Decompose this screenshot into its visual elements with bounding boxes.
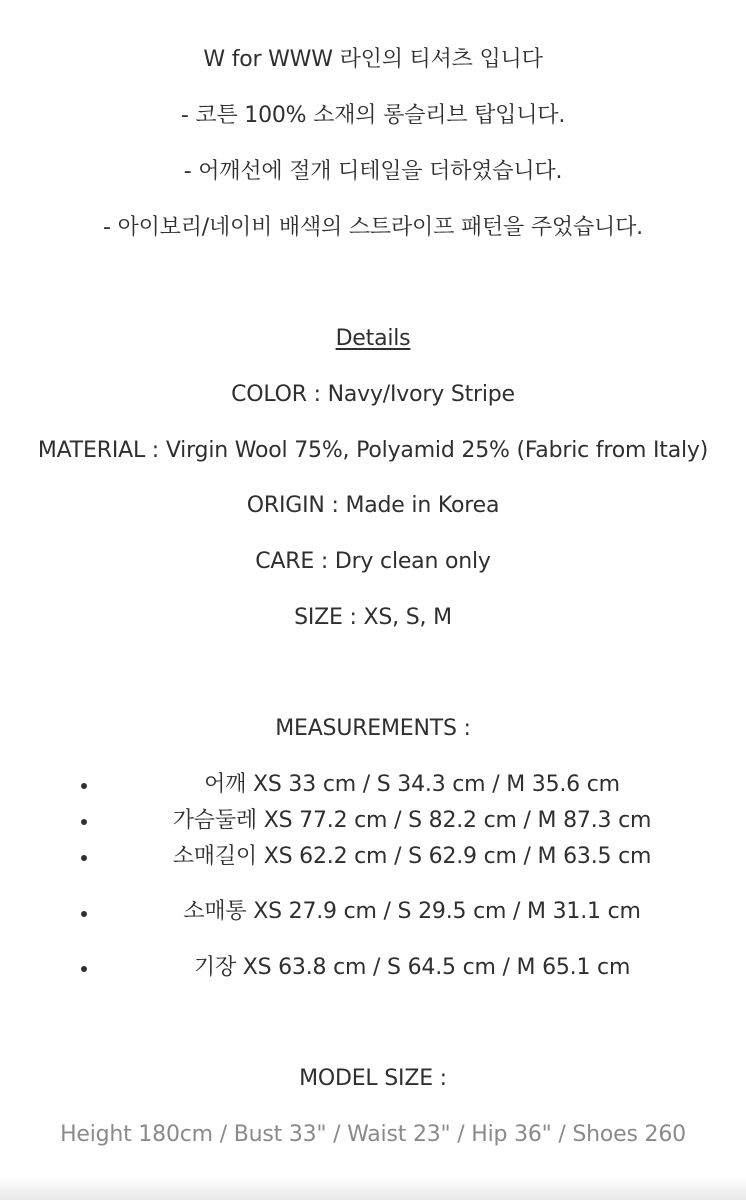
bullet-icon	[78, 847, 90, 859]
measurements-heading: MEASUREMENTS :	[275, 716, 471, 741]
bullet-icon	[78, 958, 90, 970]
list-item: 소매통 XS 27.9 cm / S 29.5 cm / M 31.1 cm	[183, 899, 641, 924]
details-color: COLOR : Navy/Ivory Stripe	[231, 382, 515, 407]
bullet-icon	[78, 811, 90, 823]
list-item: 소매길이 XS 62.2 cm / S 62.9 cm / M 63.5 cm	[172, 844, 652, 869]
bullet-icon	[78, 903, 90, 915]
details-size: SIZE : XS, S, M	[294, 605, 452, 630]
bullet-icon	[78, 775, 90, 787]
list-item: 가슴둘레 XS 77.2 cm / S 82.2 cm / M 87.3 cm	[172, 808, 652, 833]
list-item: 기장 XS 63.8 cm / S 64.5 cm / M 65.1 cm	[193, 955, 631, 980]
details-material: MATERIAL : Virgin Wool 75%, Polyamid 25% (Fabric from Italy)	[37, 438, 709, 463]
details-care: CARE : Dry clean only	[255, 549, 491, 574]
intro-line-4: - 아이보리/네이비 배색의 스트라이프 패턴을 주었습니다.	[103, 215, 643, 240]
intro-line-1: W for WWW 라인의 티셔츠 입니다	[203, 47, 543, 72]
list-item: 어깨 XS 33 cm / S 34.3 cm / M 35.6 cm	[204, 772, 620, 797]
details-origin: ORIGIN : Made in Korea	[246, 493, 500, 518]
intro-line-2: - 코튼 100% 소재의 롱슬리브 탑입니다.	[180, 103, 566, 128]
model-size-spec: Height 180cm / Bust 33" / Waist 23" / Hip 36" / Shoes 260	[60, 1122, 686, 1147]
bottom-fade	[0, 1178, 746, 1200]
details-heading: Details	[335, 326, 411, 351]
model-size-heading: MODEL SIZE :	[299, 1066, 447, 1091]
intro-line-3: - 어깨선에 절개 디테일을 더하였습니다.	[183, 159, 563, 184]
